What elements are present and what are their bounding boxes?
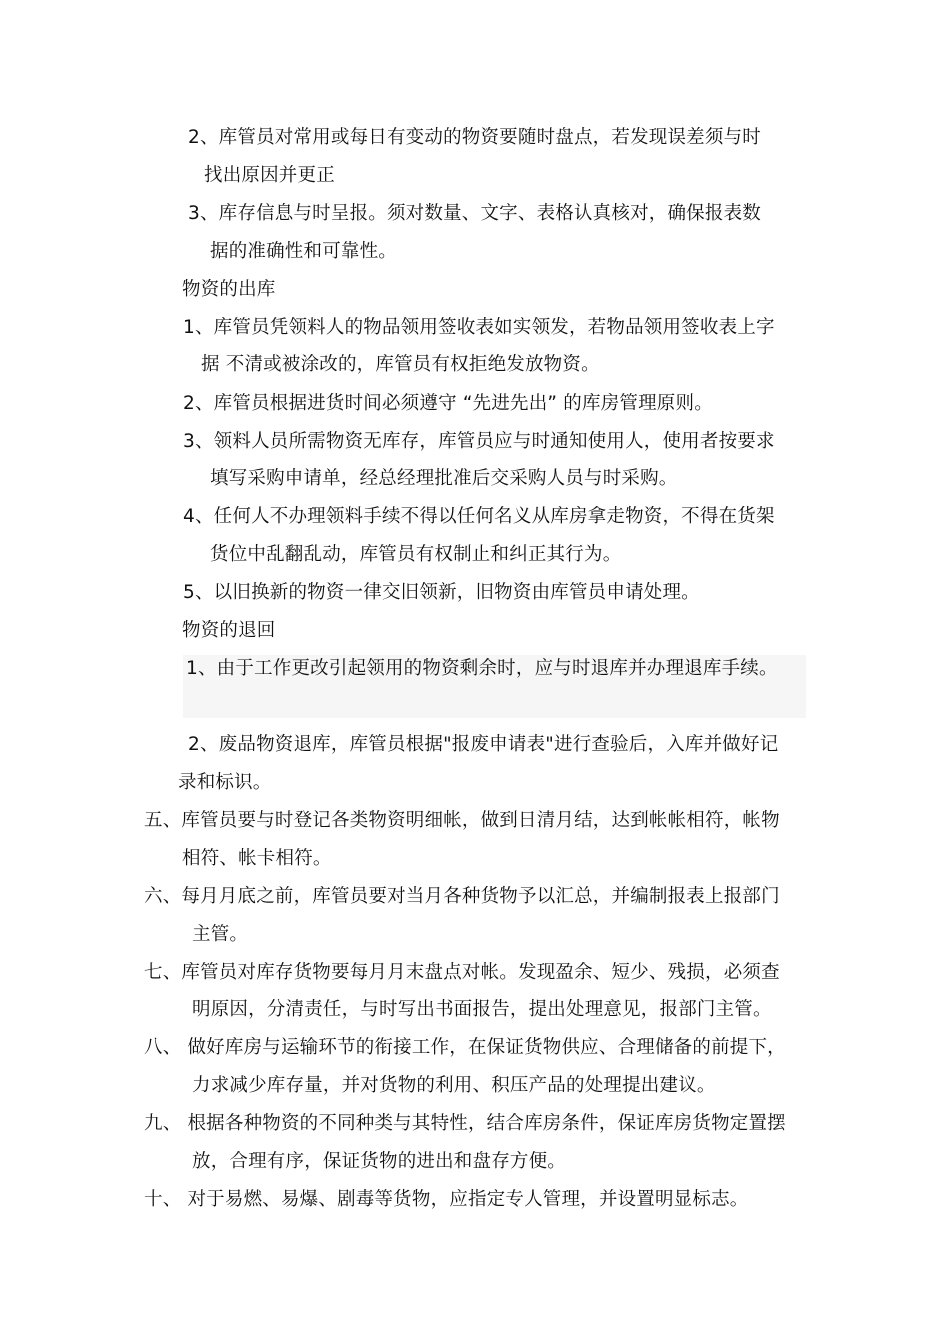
rule-seven-cont: 明原因，分清责任，与时写出书面报告，提出处理意见，报部门主管。 xyxy=(192,999,772,1020)
outbound-item-1-cont: 据 不清或被涂改的，库管员有权拒绝发放物资。 xyxy=(201,354,600,375)
return-item-1: 1、由于工作更改引起领用的物资剩余时，应与时退库并办理退库手续。 xyxy=(186,658,778,679)
rule-nine: 九、 根据各种物资的不同种类与其特性，结合库房条件，保证库房货物定置摆 xyxy=(144,1113,786,1134)
outbound-item-3: 3、领料人员所需物资无库存，库管员应与时通知使用人，使用者按要求 xyxy=(183,431,775,452)
rule-nine-cont: 放，合理有序，保证货物的进出和盘存方便。 xyxy=(192,1151,567,1172)
outbound-item-4: 4、任何人不办理领料手续不得以任何名义从库房拿走物资，不得在货架 xyxy=(183,506,775,527)
rule-eight: 八、 做好库房与运输环节的衔接工作，在保证货物供应、合理储备的前提下， xyxy=(144,1037,786,1058)
inventory-check-item-3: 3、库存信息与时呈报。须对数量、文字、表格认真核对，确保报表数 xyxy=(188,203,761,224)
return-item-2-cont: 录和标识。 xyxy=(178,772,272,793)
outbound-item-5: 5、以旧换新的物资一律交旧领新，旧物资由库管员申请处理。 xyxy=(183,582,700,603)
rule-eight-cont: 力求减少库存量，并对货物的利用、积压产品的处理提出建议。 xyxy=(192,1075,716,1096)
return-item-2: 2、废品物资退库，库管员根据"报废申请表"进行查验后，入库并做好记 xyxy=(188,734,779,755)
rule-seven: 七、库管员对库存货物要每月月末盘点对帐。发现盈余、短少、残损，必须查 xyxy=(144,962,780,983)
outbound-item-3-cont: 填写采购申请单，经总经理批准后交采购人员与时采购。 xyxy=(210,468,678,489)
outbound-item-2: 2、库管员根据进货时间必须遵守 “先进先出” 的库房管理原则。 xyxy=(183,393,713,414)
section-heading-return: 物资的退回 xyxy=(182,620,276,641)
inventory-check-item-2: 2、库管员对常用或每日有变动的物资要随时盘点，若发现误差须与时 xyxy=(188,127,761,148)
rule-six: 六、每月月底之前，库管员要对当月各种货物予以汇总，并编制报表上报部门 xyxy=(144,886,780,907)
inventory-check-item-3-cont: 据的准确性和可靠性。 xyxy=(210,241,398,262)
rule-six-cont: 主管。 xyxy=(192,924,249,945)
rule-five-cont: 相符、帐卡相符。 xyxy=(182,848,332,869)
outbound-item-1: 1、库管员凭领料人的物品领用签收表如实领发，若物品领用签收表上字 xyxy=(183,317,775,338)
inventory-check-item-2-cont: 找出原因并更正 xyxy=(204,165,335,186)
outbound-item-4-cont: 货位中乱翻乱动，库管员有权制止和纠正其行为。 xyxy=(210,544,622,565)
rule-ten: 十、 对于易燃、易爆、剧毒等货物，应指定专人管理，并设置明显标志。 xyxy=(144,1189,749,1210)
section-heading-outbound: 物资的出库 xyxy=(182,279,276,300)
rule-five: 五、库管员要与时登记各类物资明细帐，做到日清月结，达到帐帐相符，帐物 xyxy=(144,810,780,831)
